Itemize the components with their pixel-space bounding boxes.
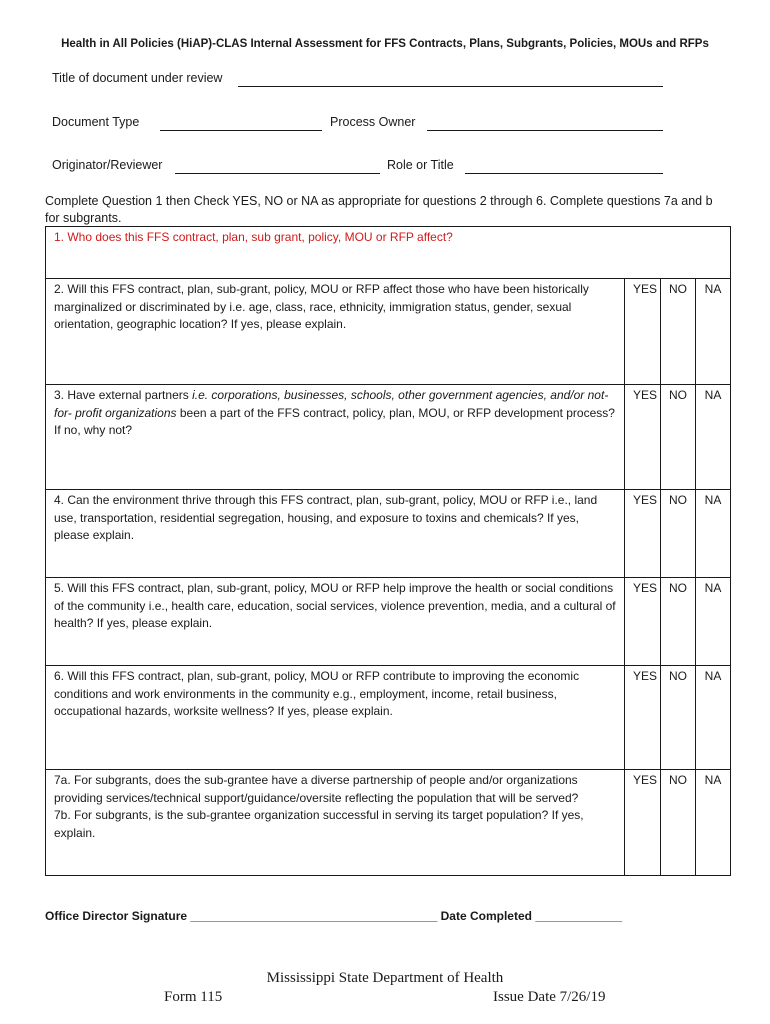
question-1-cell[interactable] [46,227,731,279]
question-7-na[interactable]: NA [696,770,731,876]
question-row-1 [46,227,731,279]
originator-reviewer-input[interactable] [175,173,380,174]
document-title: Health in All Policies (HiAP)-CLAS Internal Assessment for FFS Contracts, Plans, Subgrants, Policies, MOUs and RFPs [61,38,709,50]
question-3-part-b: been a part of the FFS contract, policy, plan, MOU, or RFP development process? If no, why not? [54,405,615,437]
question-4-no[interactable]: NO [661,490,696,578]
originator-reviewer-label: Originator/Reviewer [52,158,163,172]
footer-issue-date: Issue Date 7/26/19 [493,989,606,1005]
question-5-no[interactable]: NO [661,578,696,666]
question-3-part-a: 3. Have external partners [54,388,193,402]
title-of-document-label: Title of document under review [52,71,223,85]
question-4-text: 4. Can the environment thrive through this FFS contract, plan, sub-grant, policy, MOU or RFP i.e., land use, transportation, residential segregation, housing, and exposure to toxins and chemicals? If yes, please explain. [46,490,625,578]
document-type-input[interactable] [160,130,322,131]
question-4-yes[interactable]: YES [625,490,661,578]
instructions-text: Complete Question 1 then Check YES, NO or NA as appropriate for questions 2 through 6. Complete questions 7a and b for subgrants. [45,194,713,225]
question-2-text: 2. Will this FFS contract, plan, sub-grant, policy, MOU or RFP affect those who have been historically marginalized or discriminated by i.e. age, class, race, ethnicity, immigration status, gender, sexual orientation, geographic location? If yes, please explain. [46,279,625,385]
question-3-no[interactable]: NO [661,385,696,490]
question-2-no[interactable]: NO [661,279,696,385]
process-owner-label: Process Owner [330,115,416,129]
question-2-yes[interactable]: YES [625,279,661,385]
question-5-na[interactable]: NA [696,578,731,666]
footer-organization: Mississippi State Department of Health [266,970,504,986]
question-3-yes[interactable]: YES [625,385,661,490]
question-row-2 [46,279,731,385]
question-row-4 [46,490,731,578]
question-7a-text: 7a. For subgrants, does the sub-grantee have a diverse partnership of people and/or organizations providing services/technical support/guidance/oversite reflecting the population that will be served? [54,773,579,805]
question-5-text: 5. Will this FFS contract, plan, sub-grant, policy, MOU or RFP help improve the health or social conditions of the community i.e., health care, education, social services, violence prevention, media, and a cultural of health? If yes, please explain. [46,578,625,666]
document-type-label: Document Type [52,115,140,129]
signature-date-line[interactable]: Office Director Signature _____________________________________ Date Completed _____________ [45,909,623,923]
question-5-yes[interactable]: YES [625,578,661,666]
question-1-text: 1. Who does this FFS contract, plan, sub grant, policy, MOU or RFP affect? [54,230,453,244]
question-row-5 [46,578,731,666]
question-7-no[interactable]: NO [661,770,696,876]
question-6-na[interactable]: NA [696,666,731,770]
question-row-3 [46,385,731,490]
question-2-na[interactable]: NA [696,279,731,385]
title-of-document-input[interactable] [238,86,663,87]
question-7-cell [46,770,625,876]
footer-form-number: Form 115 [164,989,223,1005]
question-4-na[interactable]: NA [696,490,731,578]
question-6-no[interactable]: NO [661,666,696,770]
process-owner-input[interactable] [427,130,663,131]
question-7b-text: 7b. For subgrants, is the sub-grantee organization successful in serving its target population? If yes, explain. [54,808,584,840]
question-3-text [46,385,625,490]
question-3-na[interactable]: NA [696,385,731,490]
role-or-title-label: Role or Title [387,158,454,172]
question-row-6 [46,666,731,770]
question-3-italic: i.e. corporations, businesses, schools, other government agencies, and/or not- for- profit organizations [54,388,609,420]
question-6-yes[interactable]: YES [625,666,661,770]
role-or-title-input[interactable] [465,173,663,174]
question-7-yes[interactable]: YES [625,770,661,876]
assessment-table [45,226,731,876]
question-row-7 [46,770,731,876]
question-6-text: 6. Will this FFS contract, plan, sub-grant, policy, MOU or RFP contribute to improving the economic conditions and work environments in the community e.g., employment, income, retail business, occupational hazards, worksite wellness? If yes, please explain. [46,666,625,770]
